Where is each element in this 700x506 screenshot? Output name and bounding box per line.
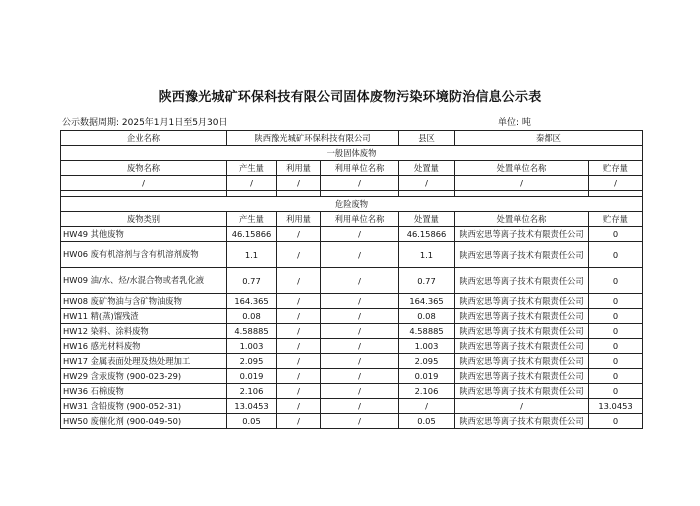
waste-category-cell: HW08 废矿物油与含矿物油废物 <box>61 294 227 309</box>
waste-category-cell: HW09 油/水、烃/水混合物或者乳化液 <box>61 268 227 294</box>
table-row <box>61 384 643 399</box>
hazardous-section-row <box>61 197 643 212</box>
table-row <box>61 324 643 339</box>
company-name: 陕西豫光城矿环保科技有限公司 <box>227 131 399 146</box>
table-header-cell: 利用量 <box>277 212 321 227</box>
table-cell: / <box>321 294 399 309</box>
table-cell: 陕西宏思等离子技术有限责任公司 <box>455 354 589 369</box>
table-header-cell: 贮存量 <box>589 161 643 176</box>
table-cell: / <box>321 354 399 369</box>
waste-category-cell: HW31 含铅废物 (900-052-31) <box>61 399 227 414</box>
table-cell: / <box>455 399 589 414</box>
table-cell: 0 <box>589 227 643 242</box>
table-cell: 陕西宏思等离子技术有限责任公司 <box>455 294 589 309</box>
table-cell: 164.365 <box>227 294 277 309</box>
table-cell: / <box>277 414 321 429</box>
table-cell: 164.365 <box>399 294 455 309</box>
table-cell: / <box>277 176 321 191</box>
table-row <box>61 369 643 384</box>
table-cell: / <box>321 324 399 339</box>
table-cell: / <box>277 369 321 384</box>
waste-category-cell: HW06 废有机溶剂与含有机溶剂废物 <box>61 242 227 268</box>
table-cell: 陕西宏思等离子技术有限责任公司 <box>455 227 589 242</box>
table-cell: / <box>321 384 399 399</box>
table-cell: / <box>277 294 321 309</box>
table-header-cell: 处置量 <box>399 161 455 176</box>
table-cell: 0 <box>589 268 643 294</box>
table-header-cell: 产生量 <box>227 161 277 176</box>
general-data-row <box>61 176 643 191</box>
table-cell: 陕西宏思等离子技术有限责任公司 <box>455 242 589 268</box>
table-cell: / <box>399 176 455 191</box>
table-cell: / <box>321 268 399 294</box>
page-title: 陕西豫光城矿环保科技有限公司固体废物污染环境防治信息公示表 <box>158 90 542 105</box>
table-header-cell: 利用单位名称 <box>321 161 399 176</box>
table-cell: 陕西宏思等离子技术有限责任公司 <box>455 309 589 324</box>
table-cell: / <box>61 176 227 191</box>
table-cell: / <box>277 354 321 369</box>
general-section-title: 一般固体废物 <box>61 146 643 161</box>
table-cell: 1.003 <box>227 339 277 354</box>
table-cell: / <box>321 399 399 414</box>
table-row <box>61 414 643 429</box>
table-cell: 0 <box>589 369 643 384</box>
table-row <box>61 309 643 324</box>
table-header-cell: 贮存量 <box>589 212 643 227</box>
unit-label: 单位: 吨 <box>498 118 531 128</box>
table-cell: / <box>277 339 321 354</box>
reporting-period: 公示数据周期: 2025年1月1日至5月30日 <box>62 118 228 128</box>
table-header-cell: 产生量 <box>227 212 277 227</box>
hazardous-header-row <box>61 212 643 227</box>
table-cell: / <box>455 176 589 191</box>
table-cell: / <box>227 176 277 191</box>
table-cell: 陕西宏思等离子技术有限责任公司 <box>455 414 589 429</box>
table-cell: 1.1 <box>399 242 455 268</box>
table-cell: 46.15866 <box>227 227 277 242</box>
table-cell: 2.095 <box>227 354 277 369</box>
table-cell: 0 <box>589 384 643 399</box>
disclosure-table <box>60 130 643 429</box>
waste-category-cell: HW36 石棉废物 <box>61 384 227 399</box>
waste-category-cell: HW11 精(蒸)馏残渣 <box>61 309 227 324</box>
table-cell: / <box>321 414 399 429</box>
table-cell: / <box>321 176 399 191</box>
waste-category-cell: HW16 感光材料废物 <box>61 339 227 354</box>
table-header-cell: 利用单位名称 <box>321 212 399 227</box>
table-cell: 0.019 <box>227 369 277 384</box>
table-cell: 0.08 <box>227 309 277 324</box>
company-label: 企业名称 <box>61 131 227 146</box>
table-cell: / <box>321 242 399 268</box>
table-row <box>61 339 643 354</box>
table-header-cell: 利用量 <box>277 161 321 176</box>
table-cell: / <box>277 384 321 399</box>
table-row <box>61 399 643 414</box>
table-cell: 0 <box>589 294 643 309</box>
table-cell: 13.0453 <box>227 399 277 414</box>
table-cell: / <box>399 399 455 414</box>
table-cell: 0 <box>589 324 643 339</box>
table-cell: 4.58885 <box>399 324 455 339</box>
table-cell: 0.05 <box>399 414 455 429</box>
table-header-cell: 处置单位名称 <box>455 161 589 176</box>
waste-category-cell: HW49 其他废物 <box>61 227 227 242</box>
table-cell: 1.1 <box>227 242 277 268</box>
table-cell: / <box>321 339 399 354</box>
table-cell: / <box>277 242 321 268</box>
hazardous-section-title: 危险废物 <box>61 197 643 212</box>
table-cell: 2.095 <box>399 354 455 369</box>
table-cell: 1.003 <box>399 339 455 354</box>
table-cell: / <box>277 324 321 339</box>
table-cell: 0.77 <box>399 268 455 294</box>
table-header-cell: 废物名称 <box>61 161 227 176</box>
table-cell: / <box>277 309 321 324</box>
table-row <box>61 294 643 309</box>
table-cell: 13.0453 <box>589 399 643 414</box>
table-header-cell: 处置量 <box>399 212 455 227</box>
table-cell: 0 <box>589 339 643 354</box>
table-cell: / <box>277 268 321 294</box>
general-section-row <box>61 146 643 161</box>
table-cell: 2.106 <box>227 384 277 399</box>
table-cell: 46.15866 <box>399 227 455 242</box>
table-cell: / <box>321 309 399 324</box>
table-cell: 陕西宏思等离子技术有限责任公司 <box>455 384 589 399</box>
general-header-row <box>61 161 643 176</box>
table-cell: 2.106 <box>399 384 455 399</box>
waste-category-cell: HW29 含汞废物 (900-023-29) <box>61 369 227 384</box>
table-cell: 4.58885 <box>227 324 277 339</box>
table-cell: 0 <box>589 414 643 429</box>
table-cell: / <box>321 369 399 384</box>
table-header-cell: 处置单位名称 <box>455 212 589 227</box>
table-row <box>61 227 643 242</box>
table-row <box>61 268 643 294</box>
table-cell: 0.05 <box>227 414 277 429</box>
table-cell: / <box>277 227 321 242</box>
table-row <box>61 242 643 268</box>
table-cell: 陕西宏思等离子技术有限责任公司 <box>455 339 589 354</box>
table-cell: 0 <box>589 354 643 369</box>
table-cell: 陕西宏思等离子技术有限责任公司 <box>455 268 589 294</box>
table-cell: / <box>321 227 399 242</box>
hazardous-rows <box>61 227 643 429</box>
table-cell: 0 <box>589 242 643 268</box>
table-cell: 0.77 <box>227 268 277 294</box>
table-cell: 0 <box>589 309 643 324</box>
table-cell: 陕西宏思等离子技术有限责任公司 <box>455 324 589 339</box>
table-cell: 陕西宏思等离子技术有限责任公司 <box>455 369 589 384</box>
waste-category-cell: HW17 金属表面处理及热处理加工 <box>61 354 227 369</box>
table-cell: 0.019 <box>399 369 455 384</box>
county-label: 县区 <box>399 131 455 146</box>
table-cell: 0.08 <box>399 309 455 324</box>
table-row <box>61 354 643 369</box>
waste-category-cell: HW50 废催化剂 (900-049-50) <box>61 414 227 429</box>
company-row <box>61 131 643 146</box>
waste-category-cell: HW12 染料、涂料废物 <box>61 324 227 339</box>
table-cell: / <box>277 399 321 414</box>
table-header-cell: 废物类别 <box>61 212 227 227</box>
county-value: 秦都区 <box>455 131 643 146</box>
table-cell: / <box>589 176 643 191</box>
